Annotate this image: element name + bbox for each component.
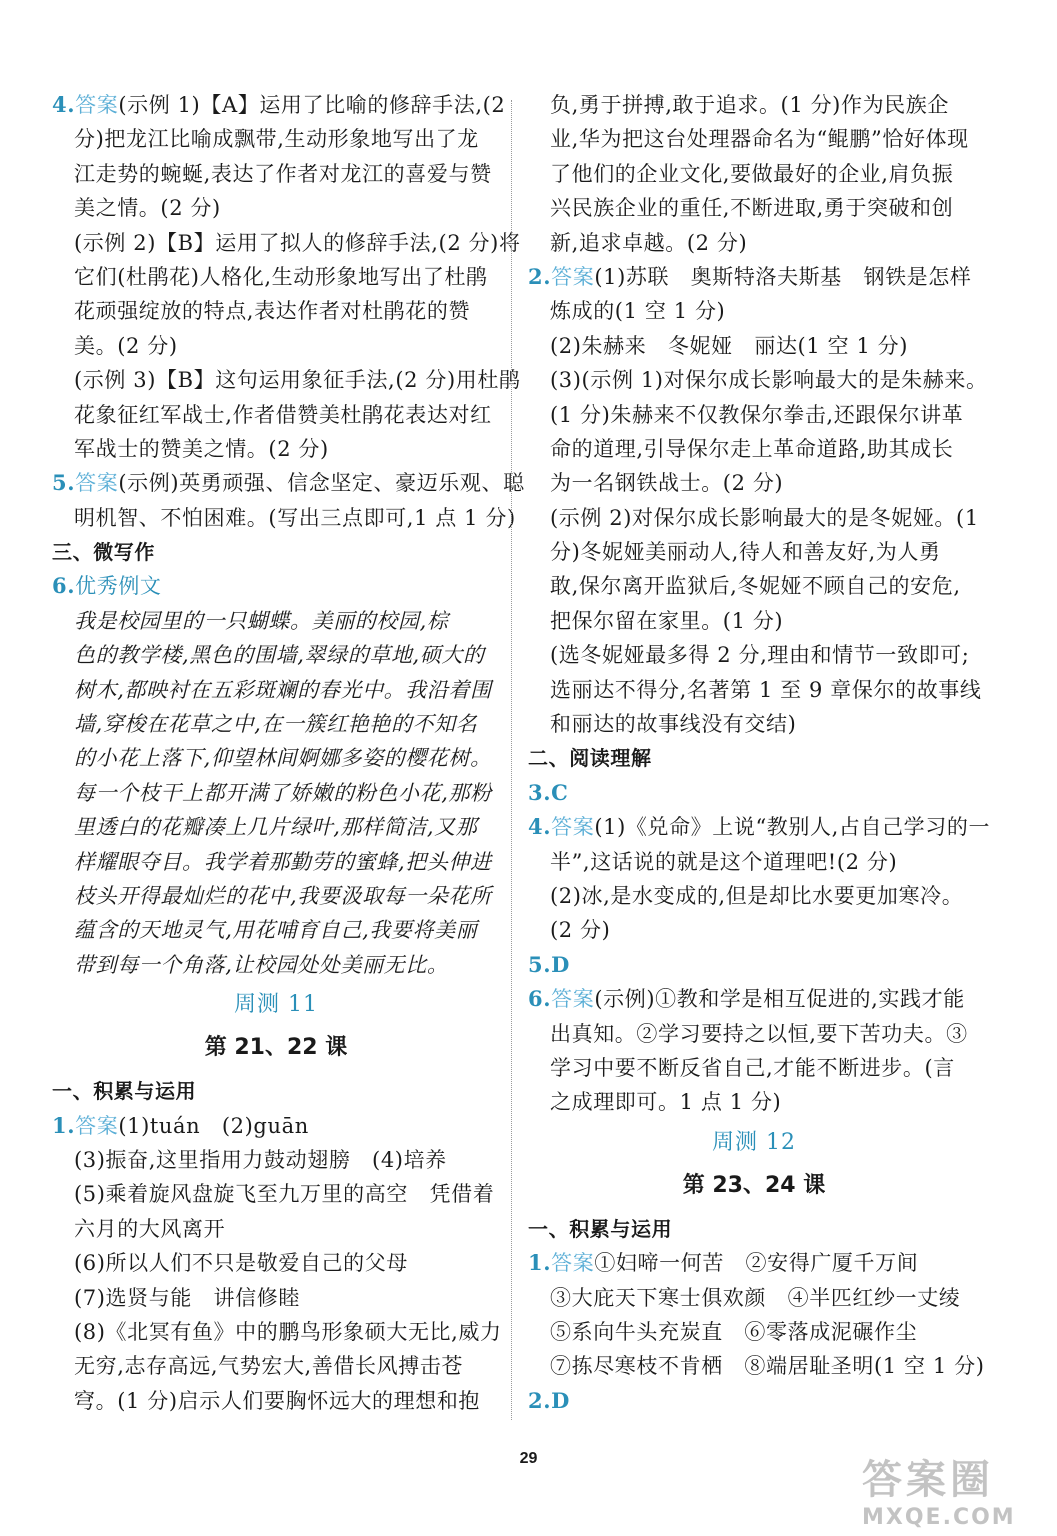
- line-text: 我是校园里的一只蝴蝶。美丽的校园,棕: [74, 608, 449, 633]
- line-text: (2 分): [550, 918, 611, 943]
- answer-line: [528, 1085, 980, 1119]
- essay-line: [52, 845, 500, 879]
- line-text: (示例)英勇顽强、信念坚定、豪迈乐观、聪: [118, 471, 525, 496]
- answer-line: [52, 260, 500, 294]
- answer-line: [528, 1281, 980, 1315]
- line-text: (示例 2)对保尔成长影响最大的是冬妮娅。(1: [550, 505, 979, 530]
- essay-line: [52, 810, 500, 844]
- essay-line: [52, 604, 500, 638]
- essay-line: [52, 638, 500, 672]
- line-text: (2)冰,是水变成的,但是却比水要更加寒冷。: [550, 883, 964, 908]
- line-text: 每一个枝干上都开满了娇嫩的粉色小花,那粉: [74, 780, 492, 805]
- line-text: 选丽达不得分,名著第 1 至 9 章保尔的故事线: [550, 677, 982, 702]
- essay-line: [52, 673, 500, 707]
- answer-line: [52, 1109, 500, 1143]
- section-heading: 一、积累与运用: [528, 1216, 673, 1241]
- right-column: [528, 88, 991, 1418]
- line-text: 负,勇于拼搏,敢于追求。(1 分)作为民族企: [550, 93, 949, 117]
- answer-label: 答案: [551, 1251, 595, 1276]
- answer-line: [52, 1212, 500, 1246]
- section-heading: 一、积累与运用: [52, 1079, 197, 1104]
- line-text: 花象征红军战士,作者借赞美杜鹃花表达对红: [74, 402, 492, 427]
- line-text: 枝头开得最灿烂的花中,我要汲取每一朵花所: [74, 883, 492, 908]
- line-text: (示例)①教和学是相互促进的,实践才能: [594, 987, 965, 1012]
- line-text: (示例 2)【B】运用了拟人的修辞手法,(2 分)将: [74, 230, 521, 255]
- answer-line: [52, 1315, 500, 1349]
- line-text: (1)tuán (2)guān: [118, 1113, 309, 1138]
- question-number: 4.: [52, 92, 76, 117]
- question-number: 4.: [528, 814, 552, 840]
- line-text: 把保尔留在家里。(1 分): [550, 608, 784, 633]
- left-column: [52, 88, 525, 1418]
- line-text: 的小花上落下,仰望林间婀娜多姿的樱花树。: [74, 746, 492, 771]
- line-text: 里透白的花瓣凑上几片绿叶,那样简洁,又那: [74, 815, 478, 840]
- answer-line: [528, 845, 980, 879]
- answer-line: [528, 466, 980, 500]
- answer-line: [528, 329, 980, 363]
- question-number: 2.D: [528, 1387, 570, 1413]
- answer-label: 答案: [551, 987, 595, 1012]
- answer-line: [528, 88, 980, 122]
- essay-line: [52, 948, 500, 982]
- lesson-heading: 第 21、22 课: [204, 1035, 348, 1061]
- answer-line: [528, 1315, 980, 1349]
- line-text: 树木,都映衬在五彩斑斓的春光中。我沿着围: [74, 677, 492, 702]
- answer-line: [528, 1246, 980, 1280]
- answer-line: [52, 501, 516, 535]
- answer-line: [528, 673, 980, 707]
- answer-line: [528, 122, 980, 156]
- answer-line: [528, 432, 980, 466]
- line-text: 六月的大风离开: [74, 1216, 226, 1241]
- line-text: (6)所以人们不只是敬爱自己的父母: [74, 1251, 408, 1276]
- line-text: 军战士的赞美之情。(2 分): [74, 436, 329, 461]
- line-text: (1 分)朱赫来不仅教保尔拳击,还跟保尔讲革: [550, 402, 964, 427]
- answer-line: [52, 1143, 500, 1177]
- line-text: 新,追求卓越。(2 分): [550, 230, 748, 255]
- answer-label: 答案: [75, 1113, 119, 1138]
- lesson-heading: 第 23、24 课: [682, 1172, 826, 1198]
- line-text: (1)苏联 奥斯特洛夫斯基 钢铁是怎样: [594, 264, 972, 289]
- section-heading: 三、微写作: [52, 540, 155, 565]
- answer-line: [528, 707, 980, 741]
- answer-line: [52, 191, 500, 225]
- line-text: (8)《北冥有鱼》中的鹏鸟形象硕大无比,威力: [74, 1319, 502, 1344]
- line-text: (7)选贤与能 讲信修睦: [74, 1285, 300, 1310]
- answer-line: [528, 913, 980, 947]
- answer-line: [52, 432, 500, 466]
- watermark-logo: [862, 1448, 1042, 1528]
- answer-line: [52, 226, 521, 260]
- answer-line: [528, 638, 980, 672]
- line-text: (2)朱赫来 冬妮娅 丽达(1 空 1 分): [550, 333, 909, 358]
- answer-line: [528, 260, 980, 294]
- line-text: (示例 3)【B】这句运用象征手法,(2 分)用杜鹃: [74, 368, 521, 393]
- answer-line: [528, 879, 980, 913]
- line-text: 业,华为把这台处理器命名为“鲲鹏”恰好体现: [550, 127, 969, 152]
- answer-line: [528, 1349, 985, 1383]
- line-text: 学习中要不断反省自己,才能不断进步。(言: [550, 1055, 955, 1080]
- line-text: 美之情。(2 分): [74, 196, 221, 221]
- answer-line: [528, 776, 980, 810]
- answer-line: [52, 88, 506, 122]
- answer-line: [52, 363, 521, 397]
- line-text: 它们(杜鹃花)人格化,生动形象地写出了杜鹃: [74, 264, 488, 289]
- essay-line: [52, 913, 500, 947]
- line-text: 样耀眼夺目。我学着那勤劳的蜜蜂,把头伸进: [74, 849, 492, 874]
- answer-line: [528, 294, 980, 328]
- answer-line: [52, 1281, 500, 1315]
- answer-label: 答案: [551, 815, 595, 840]
- answer-label: 答案: [75, 471, 119, 496]
- question-number: 6.: [52, 573, 76, 599]
- line-text: 无穷,志存高远,气势宏大,善借长风搏击苍: [74, 1354, 464, 1379]
- line-text: 和丽达的故事线没有交结): [550, 712, 797, 737]
- line-text: 美。(2 分): [74, 333, 178, 358]
- line-text: ⑤系向牛头充炭直 ⑥零落成泥碾作尘: [550, 1319, 918, 1344]
- question-number: 5.: [52, 470, 76, 496]
- line-text: ①妇啼一何苦 ②安得广厦千万间: [594, 1251, 919, 1276]
- line-text: 命的道理,引导保尔走上革命道路,助其成长: [550, 436, 954, 461]
- answer-line: [528, 226, 980, 260]
- essay-line: [52, 776, 500, 810]
- column-divider: [511, 100, 512, 1420]
- answer-line: [52, 398, 500, 432]
- answer-line: [52, 466, 525, 500]
- answer-line: [52, 1384, 500, 1418]
- line-text: 分)冬妮娅美丽动人,待人和善友好,为人勇: [550, 540, 941, 565]
- line-text: (3)振奋,这里指用力鼓动翅膀 (4)培养: [74, 1147, 447, 1172]
- answer-line: [52, 569, 500, 603]
- answer-line: [52, 1246, 500, 1280]
- answer-line: [52, 1349, 500, 1383]
- week-heading: 周测 12: [712, 1129, 796, 1155]
- answer-line: [528, 982, 980, 1016]
- answer-line: [52, 1177, 500, 1211]
- answer-label: 答案: [75, 93, 119, 117]
- section-heading: 二、阅读理解: [528, 746, 652, 771]
- answer-line: [528, 535, 980, 569]
- line-text: 分)把龙江比喻成飘带,生动形象地写出了龙: [74, 127, 479, 152]
- line-text: 炼成的(1 空 1 分): [550, 299, 726, 324]
- essay-line: [52, 879, 500, 913]
- line-text: 穹。(1 分)启示人们要胸怀远大的理想和抱: [74, 1388, 481, 1413]
- line-text: ⑦拣尽寒枝不肯栖 ⑧端居耻圣明(1 空 1 分): [550, 1354, 985, 1379]
- line-text: (5)乘着旋风盘旋飞至九万里的高空 凭借着: [74, 1182, 495, 1207]
- question-number: 6.: [528, 986, 552, 1012]
- line-text: (示例 1)【A】运用了比喻的修辞手法,(2: [118, 93, 506, 117]
- line-text: 明机智、不怕困难。(写出三点即可,1 点 1 分): [74, 505, 516, 530]
- page-number: 29: [519, 1450, 538, 1467]
- answer-line: [528, 363, 988, 397]
- line-text: (选冬妮娅最多得 2 分,理由和情节一致即可;: [550, 643, 970, 668]
- line-text: 江走势的蜿蜒,表达了作者对龙江的喜爱与赞: [74, 161, 492, 186]
- line-text: ③大庇天下寒士俱欢颜 ④半匹红纱一丈绫: [550, 1285, 961, 1310]
- answer-line: [528, 810, 991, 844]
- answer-line: [528, 398, 980, 432]
- watermark-title: 答案圈: [862, 1457, 994, 1503]
- essay-line: [52, 741, 500, 775]
- essay-line: [52, 707, 500, 741]
- watermark-url: MXQE.COM: [862, 1505, 1016, 1530]
- answer-line: [528, 1017, 980, 1051]
- answer-line: [528, 501, 980, 535]
- answer-line: [528, 948, 980, 982]
- line-text: (3)(示例 1)对保尔成长影响最大的是朱赫来。: [550, 368, 988, 393]
- question-number: 1.: [52, 1112, 76, 1138]
- answer-line: [52, 122, 500, 156]
- line-text: 兴民族企业的重任,不断进取,勇于突破和创: [550, 196, 954, 221]
- line-text: 色的教学楼,黑色的围墙,翠绿的草地,硕大的: [74, 643, 485, 668]
- line-text: 优秀例文: [75, 574, 162, 599]
- answer-line: [528, 569, 980, 603]
- answer-line: [528, 604, 980, 638]
- line-text: 花顽强绽放的特点,表达作者对杜鹃花的赞: [74, 299, 471, 324]
- line-text: 带到每一个角落,让校园处处美丽无比。: [74, 952, 449, 977]
- line-text: (1)《兑命》上说“教别人,占自己学习的一: [594, 815, 991, 840]
- question-number: 5.D: [528, 951, 570, 977]
- question-number: 2.: [528, 263, 552, 289]
- question-number: 1.: [528, 1250, 552, 1276]
- question-number: 3.C: [528, 779, 569, 805]
- line-text: 敢,保尔离开监狱后,冬妮娅不顾自己的安危,: [550, 574, 961, 599]
- line-text: 为一名钢铁战士。(2 分): [550, 471, 784, 496]
- answer-line: [528, 191, 980, 225]
- line-text: 半”,这话说的就是这个道理吧!(2 分): [550, 849, 898, 874]
- answer-line: [528, 1384, 980, 1418]
- line-text: 出真知。②学习要持之以恒,要下苦功夫。③: [550, 1021, 968, 1046]
- line-text: 蕴含的天地灵气,用花哺育自己,我要将美丽: [74, 918, 478, 943]
- answer-label: 答案: [551, 264, 595, 289]
- answer-line: [528, 1051, 980, 1085]
- line-text: 墙,穿梭在花草之中,在一簇红艳艳的不知名: [74, 712, 478, 737]
- answer-line: [52, 294, 500, 328]
- answer-line: [528, 157, 980, 191]
- answer-line: [52, 329, 500, 363]
- answer-line: [52, 157, 500, 191]
- week-heading: 周测 11: [234, 992, 318, 1018]
- line-text: 之成理即可。1 点 1 分): [550, 1090, 782, 1115]
- line-text: 了他们的企业文化,要做最好的企业,肩负振: [550, 161, 954, 186]
